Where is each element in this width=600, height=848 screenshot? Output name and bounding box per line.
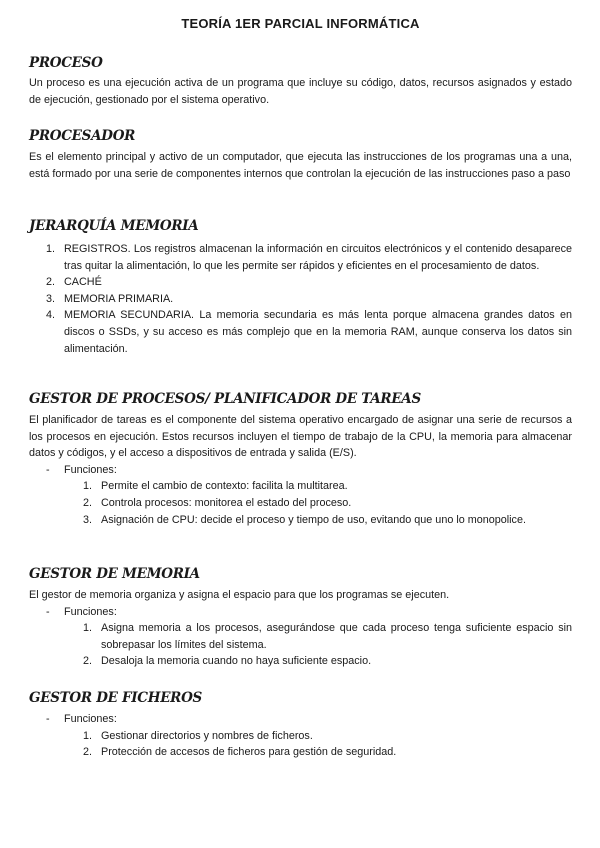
list-item: 2. CACHÉ (46, 276, 102, 289)
list-jerarquia (46, 241, 572, 357)
section-gestor-memoria (29, 565, 572, 670)
paragraph-proceso: Un proceso es una ejecución activa de un programa que incluye su código, datos, recursos asignados y estado de ejecución, gestionado por el sistema operativo. (29, 77, 572, 106)
document-title: TEORÍA 1ER PARCIAL INFORMÁTICA (181, 16, 420, 31)
heading-procesador: PROCESADOR (29, 128, 136, 144)
section-procesador (29, 127, 572, 182)
funciones-row (29, 711, 572, 728)
section-gestor-procesos (29, 390, 572, 528)
list-gestor-procesos (83, 478, 572, 528)
dash-bullet: - (46, 463, 50, 476)
list-item: 1. Asigna memoria a los procesos, asegurándose que cada proceso tenga suficiente espacio sin sobrepasar los límites del sistema. (83, 622, 572, 651)
heading-gestor-procesos: GESTOR DE PROCESOS/ PLANIFICADOR DE TAREAS (29, 391, 421, 407)
paragraph-procesador: Es el elemento principal y activo de un computador, que ejecuta las instrucciones de los programas una a una, está formado por una serie de componentes internos que controlan la ejecución de las instrucciones paso a paso (29, 151, 572, 180)
list-item: 4. MEMORIA SECUNDARIA. La memoria secundaria es más lenta porque almacena grandes datos en discos o SSDs, y su acceso es más complejo que en la memoria RAM, aunque conserva los datos sin alimentación. (46, 309, 572, 355)
list-item: 3. MEMORIA PRIMARIA. (46, 292, 174, 305)
paragraph-gestor-procesos: El planificador de tareas es el componente del sistema operativo encargado de asignar una serie de recursos a los procesos en ejecución. Estos recursos incluyen el tiempo de trabajo de la CPU, la memoria para almacenar datos y códigos, y el acceso a dispositivos de entrada y salida (E/S). (29, 414, 572, 460)
list-item: 1. Gestionar directorios y nombres de ficheros. (83, 729, 313, 742)
section-proceso (29, 54, 572, 108)
list-item: 2. Protección de accesos de ficheros para gestión de seguridad. (83, 746, 397, 759)
heading-proceso: PROCESO (29, 55, 103, 71)
heading-jerarquia-memoria: JERARQUÍA MEMORIA (29, 218, 199, 234)
funciones-label: Funciones: (64, 713, 117, 725)
funciones-label: Funciones: (64, 463, 117, 476)
list-gestor-ficheros (83, 728, 572, 761)
list-gestor-memoria (83, 620, 572, 670)
dash-bullet: - (46, 713, 50, 725)
section-jerarquia-memoria (29, 217, 572, 357)
heading-gestor-ficheros: GESTOR DE FICHEROS (29, 690, 203, 706)
list-item: 1. Permite el cambio de contexto: facilita la multitarea. (83, 480, 348, 493)
paragraph-gestor-memoria: El gestor de memoria organiza y asigna el espacio para que los programas se ejecuten. (29, 589, 450, 601)
funciones-label: Funciones: (64, 605, 117, 618)
heading-gestor-memoria: GESTOR DE MEMORIA (29, 566, 200, 582)
list-item: 2. Controla procesos: monitorea el estado del proceso. (83, 496, 352, 509)
section-gestor-ficheros (29, 689, 572, 761)
dash-bullet: - (46, 605, 50, 618)
funciones-row (29, 604, 572, 621)
list-item: 1. REGISTROS. Los registros almacenan la información en circuitos electrónicos y el contenido desaparece tras quitar la alimentación, lo que les permite ser rápidos y eficientes en el procesamiento de datos. (46, 243, 572, 272)
funciones-row (29, 462, 572, 479)
list-item: 2. Desaloja la memoria cuando no haya suficiente espacio. (83, 655, 372, 668)
list-item: 3. Asignación de CPU: decide el proceso y tiempo de uso, evitando que uno lo monopolice. (83, 513, 526, 526)
